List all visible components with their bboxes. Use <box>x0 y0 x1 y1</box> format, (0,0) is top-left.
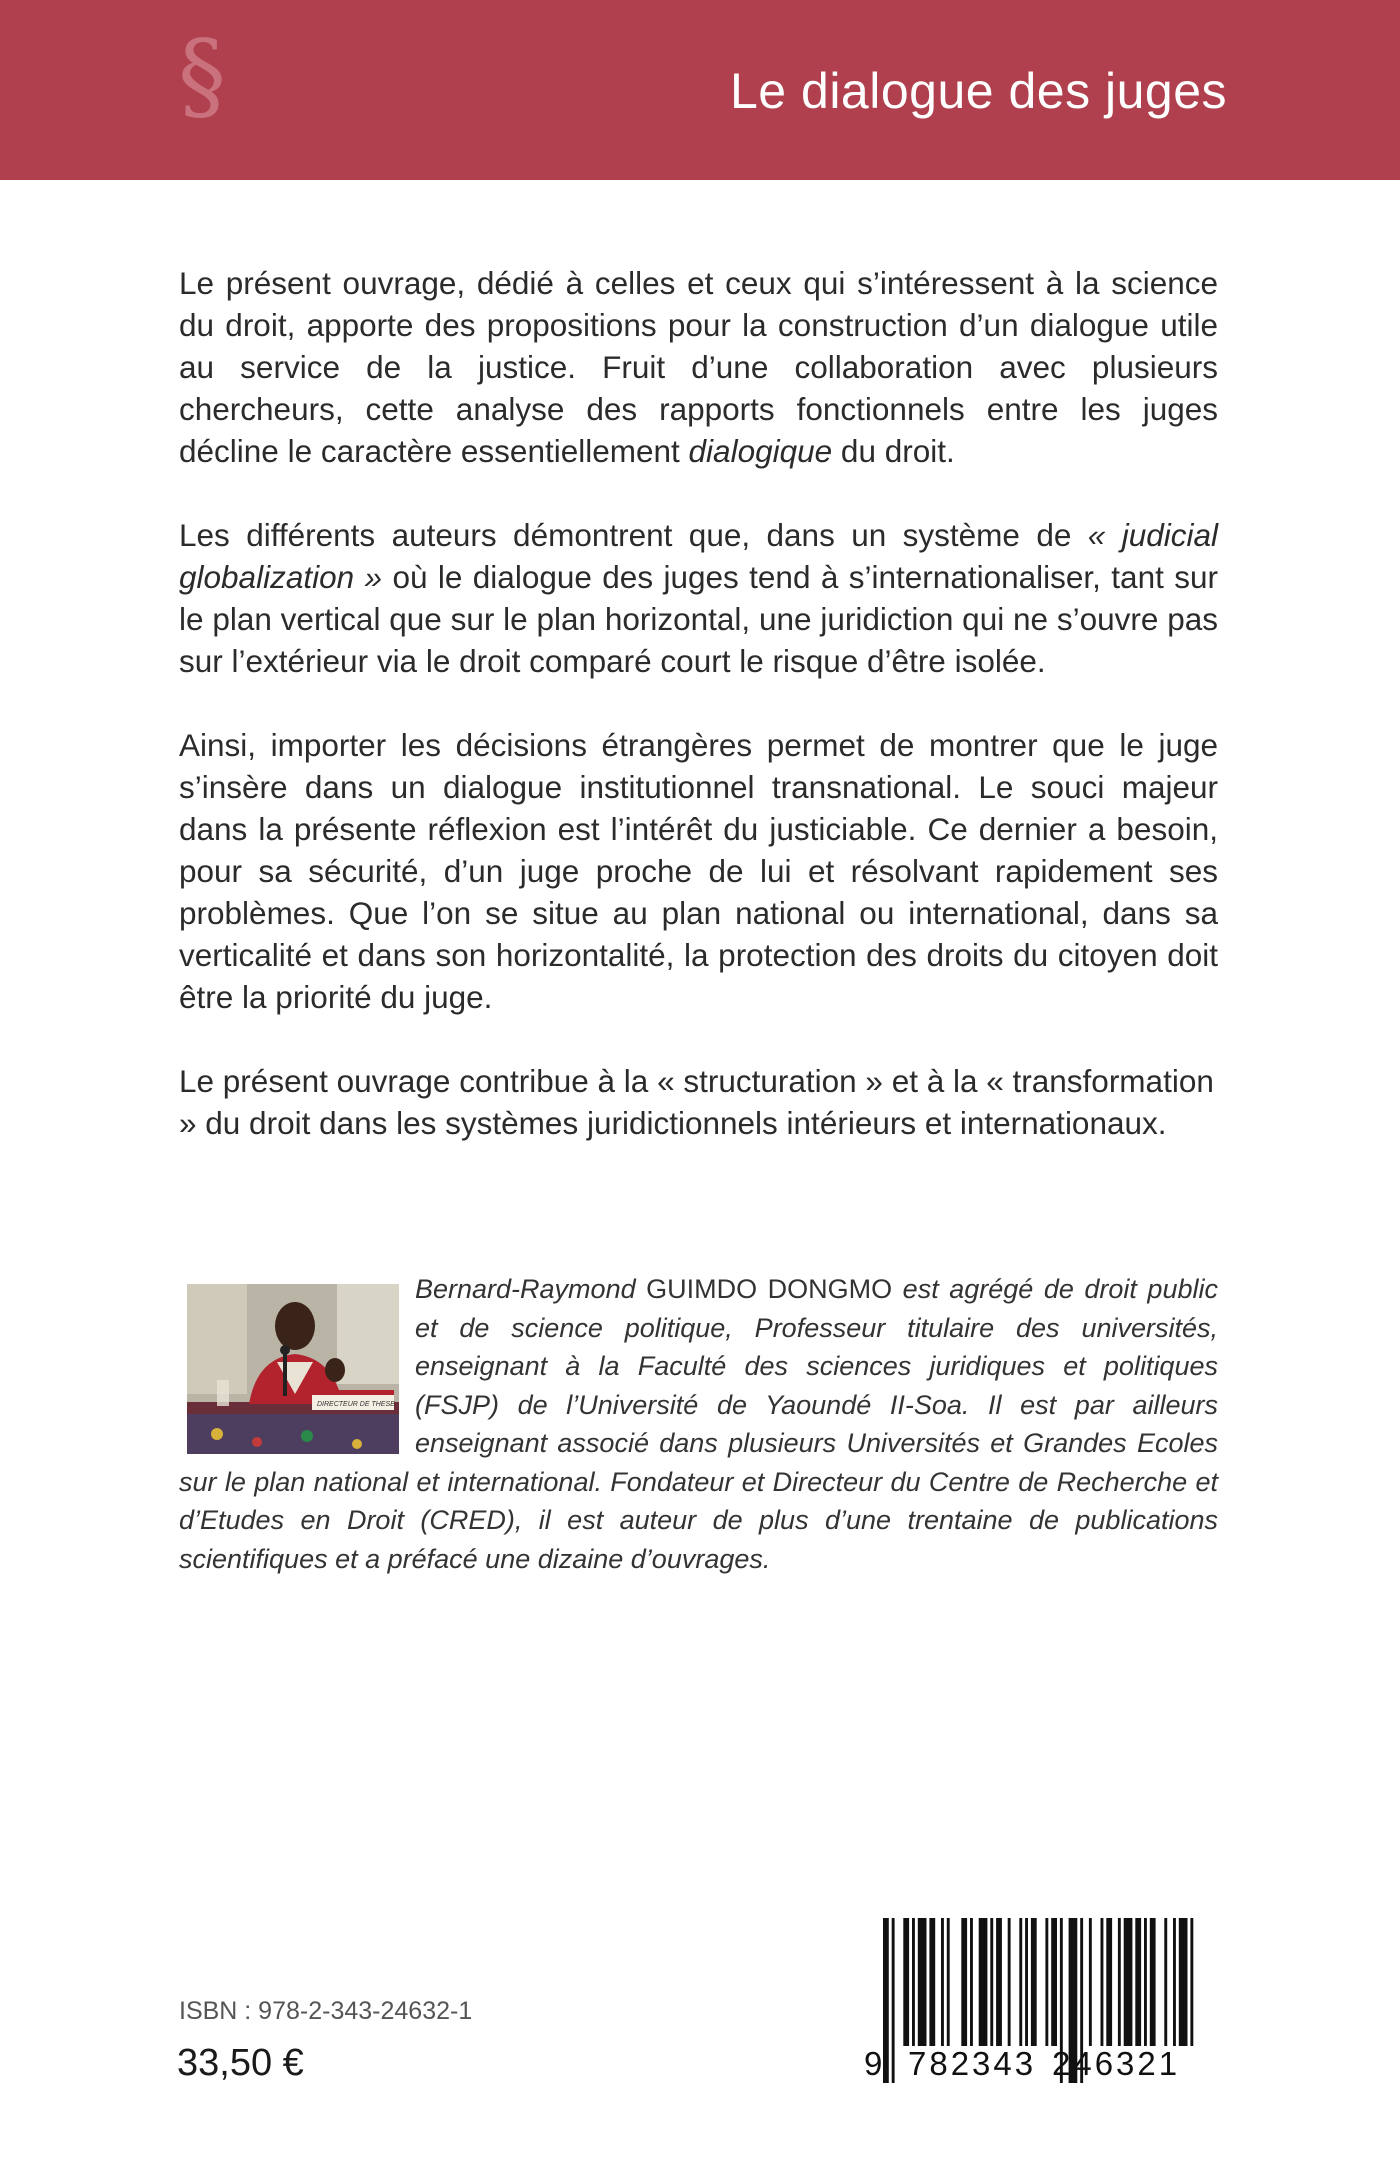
photo-badge-text: DIRECTEUR DE THESE <box>317 1401 395 1408</box>
summary-paragraph-4: Le présent ouvrage contribue à la « structuration » et à la « transformation » du droit dans les systèmes juridictionnels intérieurs et internationaux. <box>179 1063 1214 1141</box>
barcode-bar <box>1089 1918 1092 2046</box>
barcode-bar <box>883 1918 889 2083</box>
barcode-bar <box>1031 1918 1037 2046</box>
author-surname: GUIMDO DONGMO <box>646 1274 893 1304</box>
barcode-bar <box>892 1918 895 2083</box>
barcode-bar <box>996 1918 1002 2046</box>
barcode-bar <box>1144 1918 1147 2046</box>
barcode-bar <box>1025 1918 1028 2046</box>
barcode-bar <box>979 1918 988 2046</box>
barcode-bar <box>1179 1918 1188 2046</box>
author-photo <box>187 1284 399 1454</box>
summary-text <box>179 262 1218 1186</box>
summary-paragraph-1: Le présent ouvrage, dédié à celles et ceux qui s’intéressent à la science du droit, apporte des propositions pour la construction d’un dialogue utile au service de la justice. Fruit d’une collaboration avec plusieurs chercheurs, cette analyse des rapports fonctionnels entre les juges décline le caractère essentiellement dialogique du droit. <box>179 265 1218 469</box>
price: 33,50 € <box>177 2042 304 2084</box>
book-title: Le dialogue des juges <box>730 63 1227 119</box>
barcode-bar <box>990 1918 993 2046</box>
barcode-bar <box>1101 1918 1104 2046</box>
barcode-bar <box>929 1918 935 2046</box>
barcode-bar <box>918 1918 927 2046</box>
section-symbol-icon: § <box>178 20 226 132</box>
barcode-bar <box>1045 1918 1048 2046</box>
barcode-bar <box>970 1918 973 2046</box>
barcode-bar <box>1190 1918 1193 2046</box>
barcode-digits-right: 246321 <box>1052 2045 1181 2082</box>
barcode-bar <box>1135 1918 1141 2046</box>
author-photo-image <box>187 1284 399 1454</box>
barcode-bar <box>1173 1918 1176 2046</box>
barcode-bar <box>1051 1918 1057 2046</box>
barcode-digits-left: 782343 <box>908 2045 1037 2082</box>
barcode-bar <box>1118 1918 1121 2046</box>
author-bio-text: est agrégé de droit public et de science politique, Professeur titulaire des universités, enseignant à la Faculté des sciences juridiques et politiques (FSJP) de l’Université de Yaoundé II-Soa. Il est par ailleurs enseignant associé dans plusieurs Universités et Grandes Ecoles sur le plan national et international. Fondateur et Directeur du Centre de Recherche et d’Etudes en Droit (CRED), il est auteur de plus d’une trentaine de publications scientifiques et a préfacé une dizaine d’ouvrages. <box>179 1274 1218 1574</box>
header-banner <box>0 0 1400 180</box>
author-given-name: Bernard-Raymond <box>415 1274 636 1304</box>
barcode-bar <box>1124 1918 1133 2046</box>
barcode-bar <box>1106 1918 1112 2046</box>
barcode-bar <box>961 1918 967 2046</box>
barcode-bar <box>1019 1918 1022 2046</box>
barcode-bar <box>947 1918 950 2046</box>
summary-paragraph-2: Les différents auteurs démontrent que, dans un système de « judicial globalization » où le dialogue des juges tend à s’internationaliser, tant sur le plan vertical que sur le plan horizontal, une juridiction qui ne s’ouvre pas sur l’extérieur via le droit comparé court le risque d’être isolée. <box>179 517 1218 679</box>
author-bio <box>179 1270 1218 1578</box>
barcode-bar <box>1164 1918 1167 2046</box>
barcode-bar <box>941 1918 944 2046</box>
barcode-bar <box>903 1918 909 2046</box>
barcode-digit-first: 9 <box>864 2045 883 2082</box>
isbn: ISBN : 978-2-343-24632-1 <box>179 1997 473 2025</box>
summary-paragraph-3: Ainsi, importer les décisions étrangères permet de montrer que le juge s’insère dans un dialogue institutionnel transnational. Le souci majeur dans la présente réflexion est l’intérêt du justiciable. Ce dernier a besoin, pour sa sécurité, d’un juge proche de lui et résolvant rapidement ses problèmes. Que l’on se situe au plan national ou international, dans sa verticalité et dans son horizontalité, la protection des droits du citoyen doit être la priorité du juge. <box>179 727 1218 1015</box>
barcode-bar <box>1008 1918 1011 2046</box>
barcode-bar <box>1150 1918 1156 2046</box>
barcode-bar <box>912 1918 915 2046</box>
